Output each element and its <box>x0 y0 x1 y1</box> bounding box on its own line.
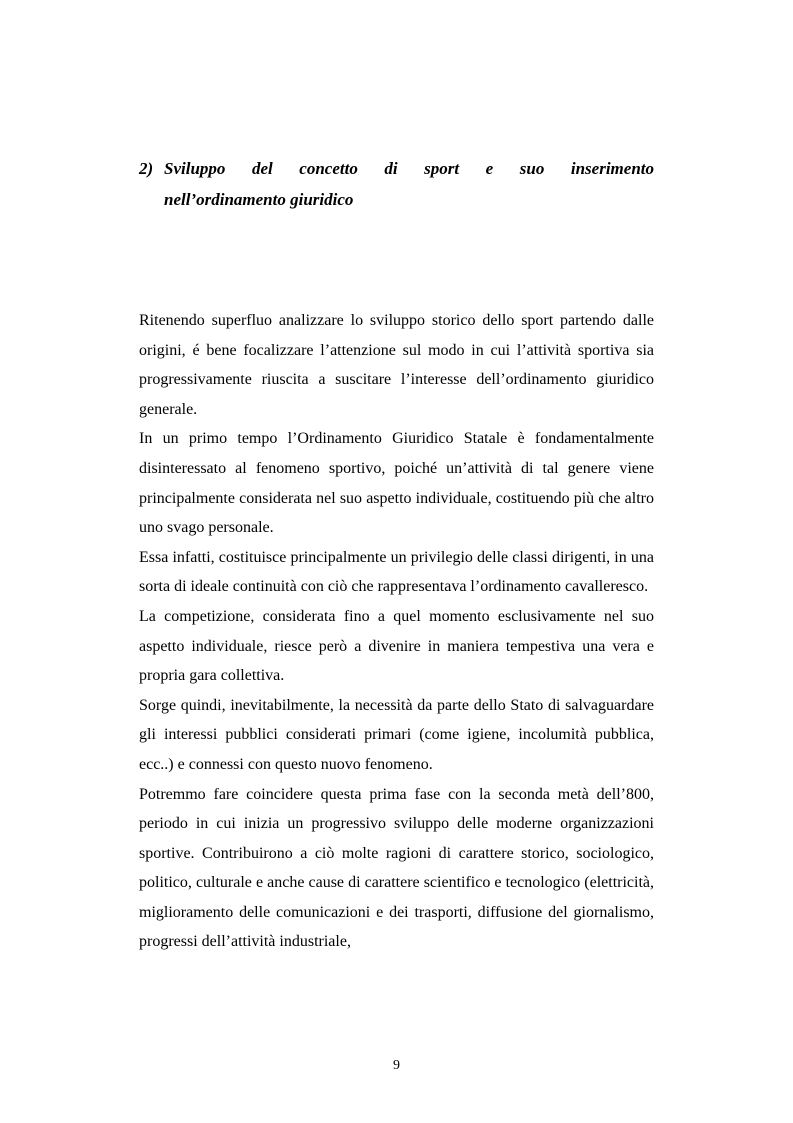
section-title-line-1: Sviluppo del concetto di sport e suo inserimento <box>164 159 654 178</box>
section-number: 2) <box>139 159 154 178</box>
paragraph: Sorge quindi, inevitabilmente, la necessità da parte dello Stato di salvaguardare gli interessi pubblici considerati primari (come igiene, incolumità pubblica, ecc..) e connessi con questo nuovo fenomeno. <box>139 696 654 773</box>
section-heading <box>139 153 654 215</box>
body-text <box>139 306 654 957</box>
paragraph: Essa infatti, costituisce principalmente un privilegio delle classi dirigenti, in una sorta di ideale continuità con ciò che rappresentava l’ordinamento cavalleresco. <box>139 548 654 596</box>
paragraph: In un primo tempo l’Ordinamento Giuridico Statale è fondamentalmente disinteressato al fenomeno sportivo, poiché un’attività di tal genere viene principalmente considerata nel suo aspetto individuale, costituendo più che altro uno svago personale. <box>139 430 654 537</box>
paragraph: Potremmo fare coincidere questa prima fase con la seconda metà dell’800, periodo in cui inizia un progressivo sviluppo delle moderne organizzazioni sportive. Contribuirono a ciò molte ragioni di carattere storico, sociologico, politico, culturale e anche cause di carattere scientifico e tecnologico (elettricità, miglioramento delle comunicazioni e dei trasporti, diffusione del giornalismo, progressi dell’attività industriale, <box>139 785 654 951</box>
section-title-line-2: nell’ordinamento giuridico <box>164 190 354 209</box>
paragraph: Ritenendo superfluo analizzare lo sviluppo storico dello sport partendo dalle origini, é bene focalizzare l’attenzione sul modo in cui l’attività sportiva sia progressivamente riuscita a suscitare l’interesse dell’ordinamento giuridico generale. <box>139 312 654 418</box>
page-number: 9 <box>393 1058 400 1073</box>
paragraph: La competizione, considerata fino a quel momento esclusivamente nel suo aspetto individuale, riesce però a divenire in maniera tempestiva una vera e propria gara collettiva. <box>139 607 654 685</box>
